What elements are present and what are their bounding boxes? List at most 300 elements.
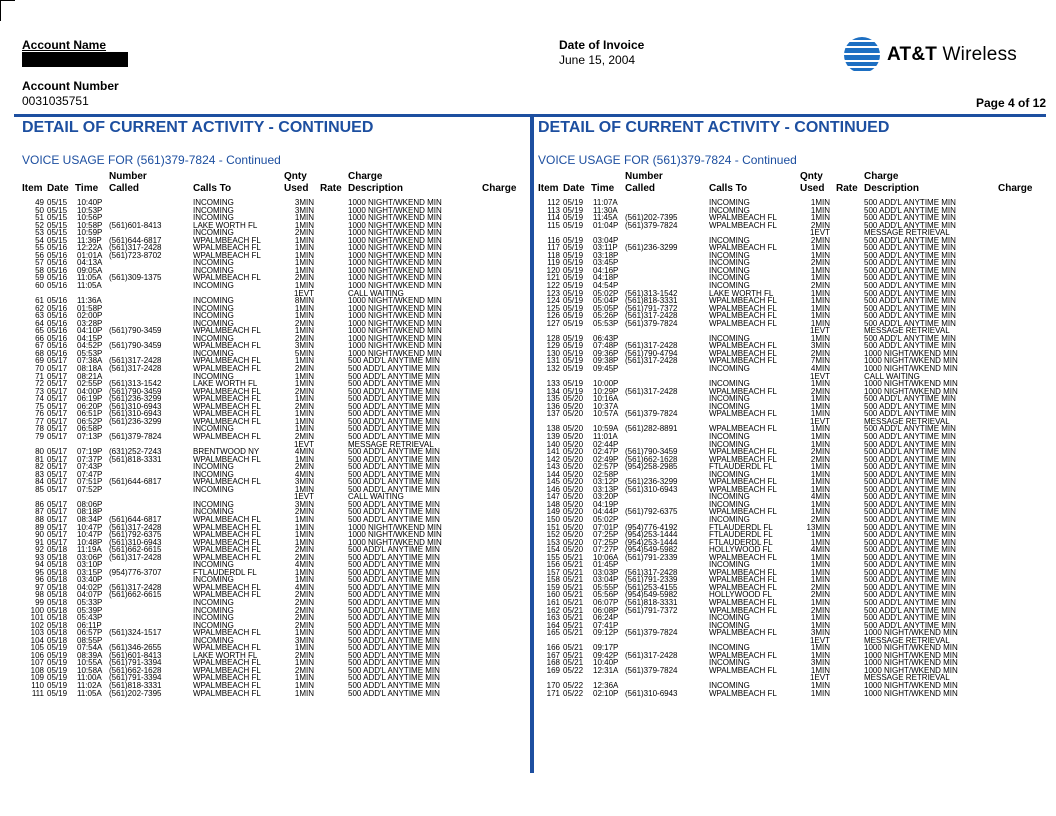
quantity-used: 1MIN bbox=[294, 371, 314, 381]
number-called: (561)379-7824 bbox=[625, 628, 678, 638]
call-time: 10:29P bbox=[593, 386, 619, 396]
quantity-used: 1MIN bbox=[810, 477, 830, 487]
charge-description: 500 ADD'L ANYTIME MIN bbox=[864, 530, 956, 540]
quantity-used: 2MIN bbox=[294, 552, 314, 562]
quantity-used: 1MIN bbox=[810, 643, 830, 653]
quantity-used: 1MIN bbox=[294, 658, 314, 668]
call-date: 05/19 bbox=[563, 265, 584, 275]
number-called: (561)310-6943 bbox=[625, 484, 678, 494]
call-time: 09:05A bbox=[77, 265, 103, 275]
call-date: 05/20 bbox=[563, 454, 584, 464]
charge-description: MESSAGE RETRIEVAL bbox=[864, 416, 950, 426]
charge-description: 500 ADD'L ANYTIME MIN bbox=[864, 620, 956, 630]
item-number: 67 bbox=[35, 341, 44, 351]
calls-to: INCOMING bbox=[193, 258, 234, 268]
item-number: 150 bbox=[546, 514, 560, 524]
call-time: 03:04P bbox=[593, 235, 619, 245]
call-time: 12:31A bbox=[593, 665, 619, 675]
call-time: 06:11P bbox=[77, 620, 102, 630]
item-number: 100 bbox=[30, 605, 44, 615]
calls-to: INCOMING bbox=[193, 424, 234, 434]
call-date: 05/17 bbox=[47, 537, 68, 547]
charge-description: 500 ADD'L ANYTIME MIN bbox=[348, 552, 440, 562]
left-top-rule bbox=[14, 114, 530, 117]
charge-description: 1000 NIGHT/WKEND MIN bbox=[348, 530, 442, 540]
calls-to: INCOMING bbox=[709, 273, 750, 283]
call-date: 05/20 bbox=[563, 431, 584, 441]
call-date: 05/19 bbox=[563, 296, 584, 306]
quantity-used: 1MIN bbox=[294, 416, 314, 426]
call-date: 05/19 bbox=[563, 258, 584, 268]
charge-description: 500 ADD'L ANYTIME MIN bbox=[348, 545, 440, 555]
call-time: 10:59A bbox=[593, 424, 619, 434]
charge-description: 1000 NIGHT/WKEND MIN bbox=[864, 643, 958, 653]
number-called: (561)601-8413 bbox=[109, 650, 162, 660]
call-date: 05/21 bbox=[563, 597, 584, 607]
quantity-used: 2MIN bbox=[294, 507, 314, 517]
call-date: 05/16 bbox=[47, 250, 68, 260]
calls-to: WPALMBEACH FL bbox=[193, 643, 261, 653]
call-time: 07:38A bbox=[77, 356, 103, 366]
quantity-used: 1MIN bbox=[810, 650, 830, 660]
call-date: 05/20 bbox=[563, 545, 584, 555]
charge-description: 1000 NIGHT/WKEND MIN bbox=[348, 273, 442, 283]
item-number: 52 bbox=[35, 220, 44, 230]
call-time: 10:48P bbox=[77, 537, 103, 547]
charge-description: 500 ADD'L ANYTIME MIN bbox=[864, 303, 956, 313]
calls-to: WPALMBEACH FL bbox=[193, 416, 261, 426]
item-number: 158 bbox=[546, 575, 560, 585]
item-number: 160 bbox=[546, 590, 560, 600]
call-date: 05/16 bbox=[47, 273, 68, 283]
calls-to: INCOMING bbox=[709, 364, 750, 374]
call-date: 05/15 bbox=[47, 228, 68, 238]
number-called: (561)791-2339 bbox=[625, 552, 678, 562]
quantity-used: 2MIN bbox=[294, 228, 314, 238]
calls-to: INCOMING bbox=[709, 250, 750, 260]
item-number: 81 bbox=[35, 454, 44, 464]
call-time: 11:05A bbox=[77, 281, 102, 291]
item-number: 76 bbox=[35, 409, 44, 419]
charge-description: 500 ADD'L ANYTIME MIN bbox=[348, 394, 440, 404]
call-time: 06:43P bbox=[593, 333, 619, 343]
calls-to: LAKE WORTH FL bbox=[709, 288, 774, 298]
call-time: 08:34P bbox=[77, 514, 103, 524]
item-number: 54 bbox=[35, 235, 44, 245]
call-date: 05/18 bbox=[47, 567, 68, 577]
call-time: 12:22A bbox=[77, 243, 103, 253]
item-number: 99 bbox=[35, 597, 44, 607]
number-called: (561)310-6943 bbox=[109, 537, 162, 547]
call-date: 05/19 bbox=[47, 673, 68, 683]
quantity-used: 2MIN bbox=[294, 318, 314, 328]
call-date: 05/16 bbox=[47, 243, 68, 253]
call-time: 10:16A bbox=[593, 394, 619, 404]
call-date: 05/17 bbox=[47, 364, 68, 374]
quantity-used: 1MIN bbox=[294, 530, 314, 540]
calls-to: WPALMBEACH FL bbox=[193, 386, 261, 396]
charge-description: 1000 NIGHT/WKEND MIN bbox=[348, 522, 442, 532]
call-time: 12:36A bbox=[593, 681, 619, 690]
quantity-used: 1MIN bbox=[294, 628, 314, 638]
call-time: 06:52P bbox=[77, 416, 103, 426]
quantity-used: 1MIN bbox=[294, 514, 314, 524]
charge-description: 500 ADD'L ANYTIME MIN bbox=[348, 379, 440, 389]
call-date: 05/15 bbox=[47, 213, 68, 223]
quantity-used: 1MIN bbox=[294, 243, 314, 253]
number-called: (561)310-6943 bbox=[109, 401, 162, 411]
calls-to: INCOMING bbox=[709, 379, 750, 389]
call-date: 05/21 bbox=[563, 605, 584, 615]
quantity-used: 1MIN bbox=[294, 643, 314, 653]
item-number: 135 bbox=[546, 394, 560, 404]
charge-description: 500 ADD'L ANYTIME MIN bbox=[348, 431, 440, 441]
calls-to: INCOMING bbox=[709, 198, 750, 207]
charge-description: 500 ADD'L ANYTIME MIN bbox=[864, 575, 956, 585]
col-header-called: Called bbox=[625, 183, 656, 194]
item-number: 74 bbox=[35, 394, 44, 404]
table-row bbox=[22, 282, 522, 290]
quantity-used: 2MIN bbox=[294, 545, 314, 555]
item-number: 146 bbox=[546, 484, 560, 494]
calls-to: WPALMBEACH FL bbox=[193, 235, 261, 245]
quantity-used: 2MIN bbox=[294, 613, 314, 623]
item-number: 118 bbox=[547, 250, 560, 260]
call-date: 05/19 bbox=[563, 356, 584, 366]
item-number: 145 bbox=[546, 477, 560, 487]
call-date: 05/16 bbox=[47, 341, 68, 351]
call-date: 05/19 bbox=[563, 386, 584, 396]
charge-description: 500 ADD'L ANYTIME MIN bbox=[864, 273, 956, 283]
item-number: 110 bbox=[31, 681, 44, 690]
call-date: 05/19 bbox=[47, 643, 68, 653]
call-date: 05/18 bbox=[47, 575, 68, 585]
quantity-used: 2MIN bbox=[810, 582, 830, 592]
calls-to: WPALMBEACH FL bbox=[193, 401, 261, 411]
account-number-label: Account Number bbox=[22, 79, 119, 93]
number-called: (561)662-1628 bbox=[109, 665, 162, 675]
call-time: 05:55P bbox=[593, 582, 619, 592]
charge-description: 500 ADD'L ANYTIME MIN bbox=[864, 258, 956, 268]
call-date: 05/18 bbox=[47, 560, 68, 570]
item-number: 98 bbox=[35, 590, 44, 600]
invoice-date-label: Date of Invoice bbox=[559, 38, 645, 52]
charge-description: 1000 NIGHT/WKEND MIN bbox=[864, 628, 958, 638]
quantity-used: 1MIN bbox=[294, 265, 314, 275]
calls-to: INCOMING bbox=[193, 348, 234, 358]
number-called: (561)317-2428 bbox=[625, 356, 678, 366]
item-number: 119 bbox=[547, 258, 560, 268]
calls-to: WPALMBEACH FL bbox=[193, 545, 261, 555]
number-called: (561)317-2428 bbox=[625, 386, 678, 396]
call-date: 05/19 bbox=[563, 333, 584, 343]
charge-description: 500 ADD'L ANYTIME MIN bbox=[864, 213, 956, 223]
call-time: 06:24P bbox=[593, 613, 619, 623]
calls-to: INCOMING bbox=[193, 296, 234, 306]
quantity-used: 2MIN bbox=[294, 386, 314, 396]
calls-to: INCOMING bbox=[193, 205, 234, 215]
call-date: 05/19 bbox=[563, 348, 584, 358]
calls-to: WPALMBEACH FL bbox=[193, 514, 261, 524]
quantity-used: 1MIN bbox=[810, 250, 830, 260]
calls-to: WPALMBEACH FL bbox=[709, 341, 777, 351]
item-number: 124 bbox=[546, 296, 560, 306]
quantity-used: 1MIN bbox=[810, 311, 830, 321]
right-usage-rows bbox=[538, 199, 1038, 697]
charge-description: 1000 NIGHT/WKEND MIN bbox=[348, 296, 442, 306]
call-date: 05/20 bbox=[563, 424, 584, 434]
item-number: 96 bbox=[35, 575, 44, 585]
quantity-used: 3MIN bbox=[294, 341, 314, 351]
item-number: 132 bbox=[546, 364, 560, 374]
call-date: 05/21 bbox=[563, 628, 584, 638]
charge-description: 500 ADD'L ANYTIME MIN bbox=[348, 386, 440, 396]
call-time: 05:05P bbox=[593, 303, 619, 313]
charge-description: 500 ADD'L ANYTIME MIN bbox=[864, 401, 956, 411]
call-date: 05/17 bbox=[47, 431, 68, 441]
charge-description: 500 ADD'L ANYTIME MIN bbox=[864, 341, 956, 351]
call-date: 05/21 bbox=[563, 567, 584, 577]
number-called: (561)324-1517 bbox=[109, 628, 162, 638]
calls-to: WPALMBEACH FL bbox=[709, 454, 777, 464]
item-number: 111 bbox=[31, 688, 44, 698]
quantity-used: 1MIN bbox=[294, 484, 314, 494]
number-called: (561)792-6375 bbox=[625, 507, 678, 517]
call-time: 02:00P bbox=[77, 311, 103, 321]
number-called: (561)791-3394 bbox=[109, 673, 162, 683]
item-number: 73 bbox=[35, 386, 44, 396]
call-time: 10:58A bbox=[77, 665, 103, 675]
quantity-used: 1MIN bbox=[810, 318, 830, 328]
item-number: 94 bbox=[35, 560, 44, 570]
item-number: 63 bbox=[35, 311, 44, 321]
item-number: 130 bbox=[546, 348, 560, 358]
number-called: (561)791-7372 bbox=[625, 605, 678, 615]
call-date: 05/20 bbox=[563, 522, 584, 532]
calls-to: HOLLYWOOD FL bbox=[709, 590, 772, 600]
call-date: 05/22 bbox=[563, 665, 584, 675]
call-date: 05/16 bbox=[47, 303, 68, 313]
call-date: 05/17 bbox=[47, 484, 68, 494]
col-header-rate: Rate bbox=[320, 183, 342, 194]
table-row bbox=[22, 433, 522, 441]
charge-description: 1000 NIGHT/WKEND MIN bbox=[864, 658, 958, 668]
quantity-used: 1MIN bbox=[294, 424, 314, 434]
call-time: 10:37A bbox=[593, 401, 619, 411]
col-header-charge: Charge bbox=[482, 183, 517, 194]
calls-to: INCOMING bbox=[193, 228, 234, 238]
calls-to: WPALMBEACH FL bbox=[193, 552, 261, 562]
call-date: 05/17 bbox=[47, 447, 68, 457]
table-row bbox=[538, 410, 1038, 418]
charge-description: 500 ADD'L ANYTIME MIN bbox=[348, 597, 440, 607]
number-called: (561)236-3299 bbox=[625, 477, 678, 487]
charge-description: 500 ADD'L ANYTIME MIN bbox=[348, 424, 440, 434]
item-number: 148 bbox=[546, 499, 560, 509]
call-time: 04:00P bbox=[77, 386, 103, 396]
charge-description: 500 ADD'L ANYTIME MIN bbox=[348, 575, 440, 585]
call-time: 06:58P bbox=[77, 424, 103, 434]
charge-description: 500 ADD'L ANYTIME MIN bbox=[348, 590, 440, 600]
calls-to: LAKE WORTH FL bbox=[193, 650, 258, 660]
charge-description: 500 ADD'L ANYTIME MIN bbox=[864, 499, 956, 509]
item-number: 120 bbox=[546, 265, 560, 275]
charge-description: 500 ADD'L ANYTIME MIN bbox=[864, 582, 956, 592]
item-number: 143 bbox=[546, 462, 560, 472]
item-number: 165 bbox=[546, 628, 560, 638]
quantity-used: 3MIN bbox=[294, 635, 314, 645]
charge-description: 1000 NIGHT/WKEND MIN bbox=[864, 681, 958, 690]
charge-description: 500 ADD'L ANYTIME MIN bbox=[348, 567, 440, 577]
number-called: (561)317-2428 bbox=[109, 522, 162, 532]
number-called: (561)236-3299 bbox=[625, 243, 678, 253]
right-voice-usage-title: VOICE USAGE FOR (561)379-7824 - Continued bbox=[538, 153, 797, 167]
item-number: 57 bbox=[35, 258, 44, 268]
quantity-used: 2MIN bbox=[810, 258, 830, 268]
quantity-used: 1MIN bbox=[294, 281, 314, 291]
call-time: 09:45P bbox=[593, 364, 619, 374]
quantity-used: 1MIN bbox=[810, 431, 830, 441]
call-date: 05/17 bbox=[47, 469, 68, 479]
charge-description: 500 ADD'L ANYTIME MIN bbox=[864, 597, 956, 607]
quantity-used: 1EVT bbox=[809, 228, 830, 238]
quantity-used: 1MIN bbox=[810, 462, 830, 472]
quantity-used: 1MIN bbox=[810, 469, 830, 479]
call-date: 05/21 bbox=[563, 560, 584, 570]
calls-to: WPALMBEACH FL bbox=[193, 431, 261, 441]
quantity-used: 1MIN bbox=[810, 288, 830, 298]
call-time: 04:18P bbox=[593, 273, 619, 283]
number-called: (561)379-7824 bbox=[625, 220, 678, 230]
number-called: (561)791-7372 bbox=[625, 303, 678, 313]
quantity-used: 2MIN bbox=[294, 597, 314, 607]
charge-description: 500 ADD'L ANYTIME MIN bbox=[864, 288, 956, 298]
quantity-used: 2MIN bbox=[294, 650, 314, 660]
calls-to: INCOMING bbox=[709, 281, 750, 291]
charge-description: MESSAGE RETRIEVAL bbox=[864, 673, 950, 683]
item-number: 58 bbox=[35, 265, 44, 275]
number-called: (561)309-1375 bbox=[109, 273, 162, 283]
calls-to: BRENTWOOD NY bbox=[193, 447, 260, 457]
item-number: 55 bbox=[35, 243, 44, 253]
charge-description: 500 ADD'L ANYTIME MIN bbox=[864, 318, 956, 328]
call-date: 05/15 bbox=[47, 198, 68, 207]
number-called: (561)317-2428 bbox=[625, 650, 678, 660]
calls-to: WPALMBEACH FL bbox=[193, 394, 261, 404]
logo-text-att: AT&T bbox=[887, 44, 938, 65]
quantity-used: 1MIN bbox=[294, 673, 314, 683]
call-date: 05/19 bbox=[563, 198, 584, 207]
charge-description: CALL WAITING bbox=[348, 288, 404, 298]
item-number: 115 bbox=[547, 220, 560, 230]
crop-mark bbox=[0, 0, 15, 21]
charge-description: 500 ADD'L ANYTIME MIN bbox=[864, 514, 956, 524]
calls-to: LAKE WORTH FL bbox=[193, 379, 258, 389]
call-time: 03:03P bbox=[593, 567, 619, 577]
quantity-used: 2MIN bbox=[810, 220, 830, 230]
charge-description: 500 ADD'L ANYTIME MIN bbox=[864, 409, 956, 419]
call-time: 10:57A bbox=[593, 409, 619, 419]
charge-description: 1000 NIGHT/WKEND MIN bbox=[348, 205, 442, 215]
call-time: 04:07P bbox=[77, 590, 103, 600]
call-date: 05/19 bbox=[563, 311, 584, 321]
call-date: 05/18 bbox=[47, 613, 68, 623]
charge-description: 1000 NIGHT/WKEND MIN bbox=[864, 665, 958, 675]
quantity-used: 1MIN bbox=[810, 409, 830, 419]
quantity-used: 2MIN bbox=[810, 454, 830, 464]
call-time: 10:53P bbox=[77, 205, 103, 215]
charge-description: 500 ADD'L ANYTIME MIN bbox=[348, 484, 440, 494]
charge-description: 1000 NIGHT/WKEND MIN bbox=[348, 537, 442, 547]
item-number: 109 bbox=[30, 673, 44, 683]
item-number: 167 bbox=[546, 650, 560, 660]
call-date: 05/17 bbox=[47, 499, 68, 509]
number-called: (954)253-1444 bbox=[625, 530, 678, 540]
item-number: 136 bbox=[546, 401, 560, 411]
call-date: 05/17 bbox=[47, 454, 68, 464]
call-date: 05/17 bbox=[47, 379, 68, 389]
quantity-used: 1MIN bbox=[810, 567, 830, 577]
call-time: 11:05A bbox=[77, 273, 102, 283]
col-header-item: Item bbox=[22, 183, 43, 194]
calls-to: WPALMBEACH FL bbox=[193, 250, 261, 260]
col-header-qnty: Qnty bbox=[284, 171, 307, 182]
call-date: 05/16 bbox=[47, 265, 68, 275]
call-date: 05/17 bbox=[47, 462, 68, 472]
call-date: 05/17 bbox=[47, 416, 68, 426]
call-time: 11:36P bbox=[77, 235, 102, 245]
charge-description: 500 ADD'L ANYTIME MIN bbox=[864, 243, 956, 253]
charge-description: 1000 NIGHT/WKEND MIN bbox=[864, 356, 958, 366]
number-called: (954)258-2985 bbox=[625, 462, 678, 472]
call-date: 05/18 bbox=[47, 582, 68, 592]
table-row bbox=[538, 667, 1038, 675]
calls-to: INCOMING bbox=[709, 492, 750, 502]
item-number: 161 bbox=[546, 597, 560, 607]
calls-to: INCOMING bbox=[709, 235, 750, 245]
call-time: 05:53P bbox=[593, 318, 619, 328]
number-called: (561)790-3459 bbox=[625, 447, 678, 457]
call-time: 08:18A bbox=[77, 364, 103, 374]
quantity-used: 2MIN bbox=[294, 273, 314, 283]
calls-to: WPALMBEACH FL bbox=[709, 688, 777, 698]
quantity-used: 1MIN bbox=[294, 326, 314, 336]
charge-description: 500 ADD'L ANYTIME MIN bbox=[864, 605, 956, 615]
number-called: (561)317-2428 bbox=[109, 364, 162, 374]
quantity-used: 1MIN bbox=[294, 454, 314, 464]
charge-description: 500 ADD'L ANYTIME MIN bbox=[348, 477, 440, 487]
quantity-used: 1MIN bbox=[810, 575, 830, 585]
call-time: 10:00P bbox=[593, 379, 619, 389]
call-time: 03:40P bbox=[77, 575, 103, 585]
number-called: (561)317-2428 bbox=[109, 552, 162, 562]
quantity-used: 1MIN bbox=[810, 424, 830, 434]
call-date: 05/20 bbox=[563, 409, 584, 419]
quantity-used: 1MIN bbox=[294, 409, 314, 419]
call-date: 05/20 bbox=[563, 492, 584, 502]
quantity-used: 1EVT bbox=[293, 288, 314, 298]
call-date: 05/20 bbox=[563, 514, 584, 524]
charge-description: 500 ADD'L ANYTIME MIN bbox=[864, 492, 956, 502]
number-called: (561)317-2428 bbox=[625, 567, 678, 577]
call-date: 05/19 bbox=[47, 665, 68, 675]
call-date: 05/21 bbox=[563, 582, 584, 592]
calls-to: WPALMBEACH FL bbox=[193, 477, 261, 487]
charge-description: 500 ADD'L ANYTIME MIN bbox=[348, 447, 440, 457]
number-called: (561)644-6817 bbox=[109, 477, 162, 487]
call-date: 05/22 bbox=[563, 681, 584, 690]
col-header-charge: Charge bbox=[998, 183, 1033, 194]
